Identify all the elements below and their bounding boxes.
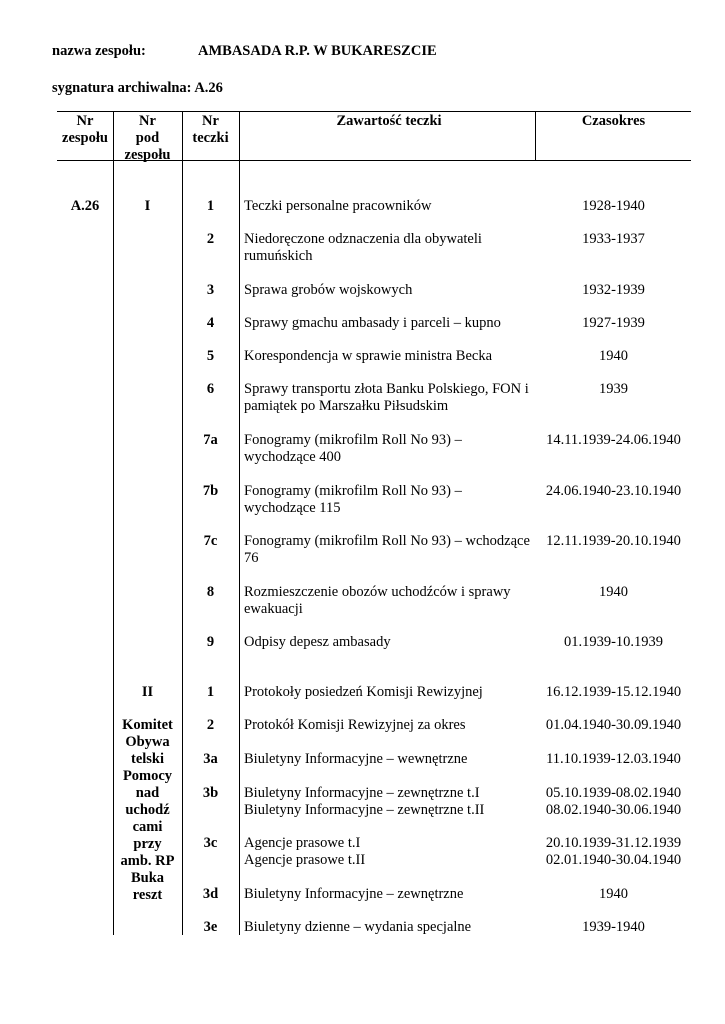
file-content: Biuletyny dzienne – wydania specjalne [244, 919, 472, 935]
file-period: 01.04.1940-30.09.1940 [545, 717, 682, 733]
file-number: 4 [206, 315, 215, 331]
file-period: 05.10.1939-08.02.1940 [545, 785, 682, 801]
file-period: 1939-1940 [582, 919, 645, 935]
file-period: 1940 [599, 584, 628, 600]
file-content: Agencje prasowe t.I [244, 835, 361, 851]
subfond-number: II [141, 684, 154, 700]
file-content: Rozmieszczenie obozów uchodźców i sprawy ewakuacji [244, 584, 511, 617]
file-content: Biuletyny Informacyjne – wewnętrzne [244, 751, 468, 767]
archival-signature: sygnatura archiwalna: A.26 [52, 80, 223, 96]
file-period: 24.06.1940-23.10.1940 [545, 483, 682, 499]
column-header-file: Nr teczki [192, 113, 229, 146]
file-number: 1 [206, 198, 215, 214]
subfond-number: I [144, 198, 151, 214]
file-number: 6 [206, 381, 215, 397]
file-content: Teczki personalne pracowników [244, 198, 432, 214]
file-content: Fonogramy (mikrofilm Roll No 93) – wychodzące 400 [244, 432, 462, 465]
file-content: Korespondencja w sprawie ministra Becka [244, 348, 493, 364]
file-content: Fonogramy (mikrofilm Roll No 93) – wychodzące 115 [244, 483, 462, 516]
file-number: 3d [202, 886, 219, 902]
file-period: 12.11.1939-20.10.1940 [546, 533, 681, 549]
file-period: 1932-1939 [582, 282, 645, 298]
file-number: 3 [206, 282, 215, 298]
file-number: 7b [202, 483, 219, 499]
file-content: Biuletyny Informacyjne – zewnętrzne [244, 886, 464, 902]
fond-name: AMBASADA R.P. W BUKARESZCIE [198, 43, 437, 59]
fond-name-line [52, 43, 437, 60]
file-content: Odpisy depesz ambasady [244, 634, 391, 650]
file-number: 2 [206, 231, 215, 247]
file-number: 2 [206, 717, 215, 733]
file-number: 3a [203, 751, 218, 767]
file-content: Protokół Komisji Rewizyjnej za okres [244, 717, 466, 733]
column-header-subfond: Nr pod zespołu [124, 113, 171, 163]
file-number: 9 [206, 634, 215, 650]
file-content: Fonogramy (mikrofilm Roll No 93) – wchodzące 76 [244, 533, 530, 566]
file-number: 3e [203, 919, 218, 935]
file-number: 7a [203, 432, 218, 448]
file-period: 14.11.1939-24.06.1940 [546, 432, 681, 448]
column-header-fond: Nr zespołu [62, 113, 108, 146]
file-period: 1940 [599, 886, 628, 902]
file-period: 08.02.1940-30.06.1940 [545, 802, 682, 818]
file-number: 5 [206, 348, 215, 364]
file-content: Sprawa grobów wojskowych [244, 282, 413, 298]
file-period: 02.01.1940-30.04.1940 [545, 852, 682, 868]
file-number: 3b [202, 785, 219, 801]
file-period: 1928-1940 [582, 198, 645, 214]
fond-number: A.26 [70, 198, 100, 214]
file-content: Protokoły posiedzeń Komisji Rewizyjnej [244, 684, 483, 700]
file-period: 1939 [599, 381, 628, 397]
subfond-name: Komitet Obywa telski Pomocy nad uchodź cami przy amb. RP Buka reszt [120, 717, 175, 903]
fond-label: nazwa zespołu: [52, 43, 146, 59]
file-number: 7c [203, 533, 218, 549]
file-period: 16.12.1939-15.12.1940 [545, 684, 682, 700]
file-period: 20.10.1939-31.12.1939 [545, 835, 682, 851]
file-content: Niedoręczone odznaczenia dla obywateli rumuńskich [244, 231, 482, 264]
column-header-period: Czasokres [581, 113, 646, 129]
file-content: Sprawy gmachu ambasady i parceli – kupno [244, 315, 501, 331]
file-period: 1927-1939 [582, 315, 645, 331]
column-header-content: Zawartość teczki [336, 113, 442, 129]
file-period: 1933-1937 [582, 231, 645, 247]
file-content: Biuletyny Informacyjne – zewnętrzne t.I [244, 785, 480, 801]
file-period: 1940 [599, 348, 628, 364]
file-number: 1 [206, 684, 215, 700]
file-number: 8 [206, 584, 215, 600]
file-content: Sprawy transportu złota Banku Polskiego, FON i pamiątek po Marszałku Piłsudskim [244, 381, 529, 414]
file-content: Biuletyny Informacyjne – zewnętrzne t.II [244, 802, 485, 818]
file-period: 11.10.1939-12.03.1940 [546, 751, 681, 767]
table-top-rule [57, 111, 691, 112]
file-number: 3c [203, 835, 218, 851]
file-period: 01.1939-10.1939 [563, 634, 664, 650]
file-content: Agencje prasowe t.II [244, 852, 366, 868]
column-divider [239, 111, 240, 935]
